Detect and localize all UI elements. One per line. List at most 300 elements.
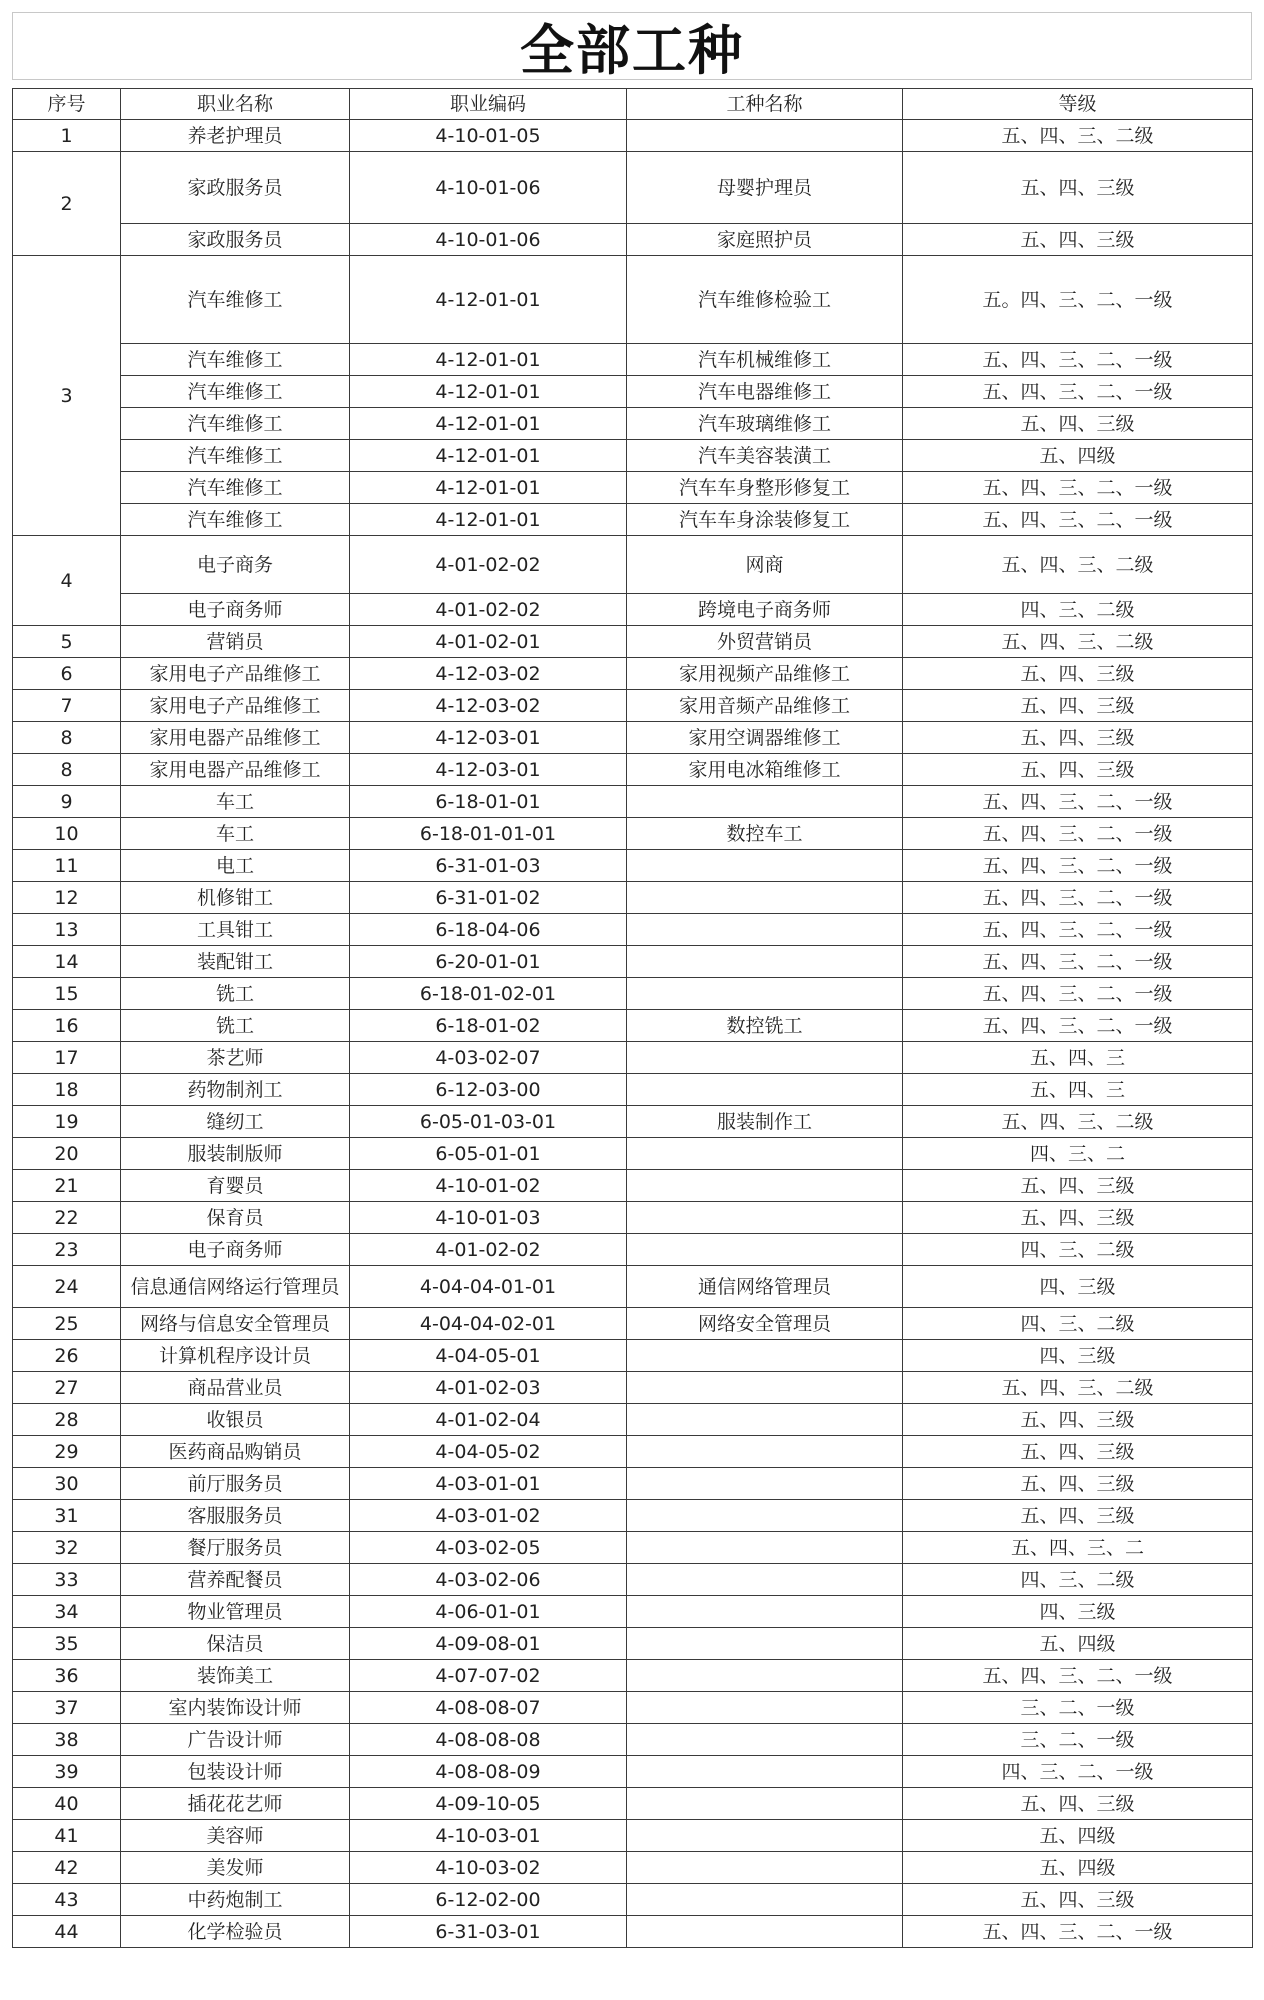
occupation-cell: 汽车维修工 — [121, 504, 350, 536]
level-cell: 四、三、二级 — [903, 1564, 1253, 1596]
occupation-cell: 家用电器产品维修工 — [121, 754, 350, 786]
level-cell: 五、四、三、二、一级 — [903, 818, 1253, 850]
code-cell: 4-12-01-01 — [350, 408, 627, 440]
work-type-cell: 母婴护理员 — [627, 152, 903, 224]
level-cell: 四、三级 — [903, 1266, 1253, 1308]
occupation-cell: 客服服务员 — [121, 1500, 350, 1532]
work-type-cell — [627, 1234, 903, 1266]
code-cell: 6-05-01-03-01 — [350, 1106, 627, 1138]
code-cell: 6-18-01-01 — [350, 786, 627, 818]
code-cell: 4-08-08-08 — [350, 1724, 627, 1756]
table-row — [13, 1884, 1253, 1916]
occupation-cell: 车工 — [121, 786, 350, 818]
occupation-cell: 中药炮制工 — [121, 1884, 350, 1916]
level-cell: 三、二、一级 — [903, 1692, 1253, 1724]
occupation-cell: 家政服务员 — [121, 224, 350, 256]
code-cell: 4-10-01-06 — [350, 152, 627, 224]
table-row — [13, 1372, 1253, 1404]
table-row — [13, 1074, 1253, 1106]
occupation-cell: 家用电子产品维修工 — [121, 658, 350, 690]
occupation-cell: 插花花艺师 — [121, 1788, 350, 1820]
column-header: 序号 — [13, 89, 121, 120]
table-row — [13, 1596, 1253, 1628]
work-type-cell: 汽车维修检验工 — [627, 256, 903, 344]
level-cell: 五、四、三、二级 — [903, 536, 1253, 594]
work-type-cell: 汽车电器维修工 — [627, 376, 903, 408]
work-type-cell — [627, 1138, 903, 1170]
work-type-cell — [627, 1468, 903, 1500]
table-row — [13, 1138, 1253, 1170]
row-number-cell: 37 — [13, 1692, 121, 1724]
row-number-cell: 21 — [13, 1170, 121, 1202]
row-number-cell: 29 — [13, 1436, 121, 1468]
table-row — [13, 1266, 1253, 1308]
work-type-cell — [627, 1170, 903, 1202]
table-row — [13, 1724, 1253, 1756]
row-number-cell: 1 — [13, 120, 121, 152]
table-row — [13, 1916, 1253, 1948]
table-row — [13, 850, 1253, 882]
table-row — [13, 818, 1253, 850]
code-cell: 4-03-01-02 — [350, 1500, 627, 1532]
level-cell: 五、四、三 — [903, 1042, 1253, 1074]
level-cell: 五、四、三级 — [903, 1202, 1253, 1234]
occupation-cell: 美容师 — [121, 1820, 350, 1852]
row-number-cell: 24 — [13, 1266, 121, 1308]
level-cell: 三、二、一级 — [903, 1724, 1253, 1756]
code-cell: 4-10-01-02 — [350, 1170, 627, 1202]
table-row — [13, 256, 1253, 344]
row-number-cell: 20 — [13, 1138, 121, 1170]
level-cell: 五、四、三、二、一级 — [903, 786, 1253, 818]
table-row — [13, 1692, 1253, 1724]
table-row — [13, 440, 1253, 472]
table-row — [13, 536, 1253, 594]
level-cell: 五、四、三级 — [903, 1170, 1253, 1202]
level-cell: 五、四、三、二、一级 — [903, 978, 1253, 1010]
occupation-cell: 电子商务师 — [121, 594, 350, 626]
table-row — [13, 594, 1253, 626]
code-cell: 4-08-08-09 — [350, 1756, 627, 1788]
work-type-cell — [627, 946, 903, 978]
row-number-cell: 32 — [13, 1532, 121, 1564]
work-type-cell — [627, 1042, 903, 1074]
table-row — [13, 786, 1253, 818]
table-row — [13, 1820, 1253, 1852]
code-cell: 4-10-03-02 — [350, 1852, 627, 1884]
table-row — [13, 1468, 1253, 1500]
row-number-cell: 2 — [13, 152, 121, 256]
code-cell: 4-03-02-05 — [350, 1532, 627, 1564]
work-type-cell — [627, 1628, 903, 1660]
table-row — [13, 1564, 1253, 1596]
row-number-cell: 42 — [13, 1852, 121, 1884]
occupation-cell: 商品营业员 — [121, 1372, 350, 1404]
table-row — [13, 658, 1253, 690]
code-cell: 4-08-08-07 — [350, 1692, 627, 1724]
level-cell: 五、四、三 — [903, 1074, 1253, 1106]
table-row — [13, 1404, 1253, 1436]
code-cell: 4-07-07-02 — [350, 1660, 627, 1692]
work-type-cell: 汽车机械维修工 — [627, 344, 903, 376]
table-row — [13, 1308, 1253, 1340]
level-cell: 四、三、二、一级 — [903, 1756, 1253, 1788]
occupation-cell: 包装设计师 — [121, 1756, 350, 1788]
code-cell: 6-05-01-01 — [350, 1138, 627, 1170]
work-type-cell — [627, 1372, 903, 1404]
level-cell: 五、四、三级 — [903, 658, 1253, 690]
level-cell: 五、四、三、二、一级 — [903, 504, 1253, 536]
work-type-cell — [627, 1074, 903, 1106]
table-row — [13, 1628, 1253, 1660]
code-cell: 4-09-08-01 — [350, 1628, 627, 1660]
level-cell: 五、四级 — [903, 440, 1253, 472]
occupation-cell: 家用电子产品维修工 — [121, 690, 350, 722]
level-cell: 五、四、三级 — [903, 1436, 1253, 1468]
code-cell: 4-01-02-01 — [350, 626, 627, 658]
code-cell: 4-04-05-01 — [350, 1340, 627, 1372]
occupation-cell: 营养配餐员 — [121, 1564, 350, 1596]
row-number-cell: 41 — [13, 1820, 121, 1852]
occupation-cell: 育婴员 — [121, 1170, 350, 1202]
level-cell: 五、四、三级 — [903, 1884, 1253, 1916]
occupation-cell: 茶艺师 — [121, 1042, 350, 1074]
table-row — [13, 754, 1253, 786]
work-type-cell: 家庭照护员 — [627, 224, 903, 256]
occupation-cell: 装饰美工 — [121, 1660, 350, 1692]
row-number-cell: 9 — [13, 786, 121, 818]
occupation-cell: 铣工 — [121, 1010, 350, 1042]
table-row — [13, 376, 1253, 408]
row-number-cell: 25 — [13, 1308, 121, 1340]
work-type-cell: 通信网络管理员 — [627, 1266, 903, 1308]
occupation-cell: 车工 — [121, 818, 350, 850]
row-number-cell: 23 — [13, 1234, 121, 1266]
page-title: 全部工种 — [12, 12, 1252, 80]
table-row — [13, 1042, 1253, 1074]
work-type-cell: 外贸营销员 — [627, 626, 903, 658]
row-number-cell: 16 — [13, 1010, 121, 1042]
level-cell: 五、四、三级 — [903, 690, 1253, 722]
occupation-cell: 计算机程序设计员 — [121, 1340, 350, 1372]
occupation-cell: 汽车维修工 — [121, 408, 350, 440]
work-type-cell: 家用电冰箱维修工 — [627, 754, 903, 786]
work-type-cell — [627, 1820, 903, 1852]
table-row — [13, 344, 1253, 376]
table-row — [13, 1106, 1253, 1138]
code-cell: 4-12-01-01 — [350, 504, 627, 536]
occupation-table — [12, 88, 1253, 1948]
table-row — [13, 1756, 1253, 1788]
code-cell: 4-03-02-06 — [350, 1564, 627, 1596]
work-type-cell: 跨境电子商务师 — [627, 594, 903, 626]
occupation-cell: 装配钳工 — [121, 946, 350, 978]
table-row — [13, 1170, 1253, 1202]
occupation-cell: 室内装饰设计师 — [121, 1692, 350, 1724]
occupation-cell: 前厅服务员 — [121, 1468, 350, 1500]
row-number-cell: 28 — [13, 1404, 121, 1436]
work-type-cell — [627, 786, 903, 818]
work-type-cell — [627, 978, 903, 1010]
level-cell: 五、四级 — [903, 1628, 1253, 1660]
row-number-cell: 34 — [13, 1596, 121, 1628]
level-cell: 五、四级 — [903, 1852, 1253, 1884]
level-cell: 五、四、三级 — [903, 1788, 1253, 1820]
work-type-cell — [627, 1692, 903, 1724]
code-cell: 4-12-03-01 — [350, 722, 627, 754]
work-type-cell: 家用音频产品维修工 — [627, 690, 903, 722]
level-cell: 五、四、三、二、一级 — [903, 1916, 1253, 1948]
row-number-cell: 6 — [13, 658, 121, 690]
work-type-cell — [627, 1596, 903, 1628]
code-cell: 4-10-01-06 — [350, 224, 627, 256]
occupation-cell: 美发师 — [121, 1852, 350, 1884]
occupation-cell: 电工 — [121, 850, 350, 882]
row-number-cell: 22 — [13, 1202, 121, 1234]
code-cell: 4-12-01-01 — [350, 440, 627, 472]
occupation-cell: 机修钳工 — [121, 882, 350, 914]
table-row — [13, 882, 1253, 914]
table-row — [13, 626, 1253, 658]
table-row — [13, 914, 1253, 946]
column-header: 职业编码 — [350, 89, 627, 120]
work-type-cell: 数控车工 — [627, 818, 903, 850]
code-cell: 4-04-05-02 — [350, 1436, 627, 1468]
work-type-cell: 数控铣工 — [627, 1010, 903, 1042]
work-type-cell — [627, 850, 903, 882]
code-cell: 4-10-01-05 — [350, 120, 627, 152]
table-row — [13, 1532, 1253, 1564]
occupation-cell: 电子商务 — [121, 536, 350, 594]
row-number-cell: 43 — [13, 1884, 121, 1916]
occupation-cell: 餐厅服务员 — [121, 1532, 350, 1564]
work-type-cell: 家用空调器维修工 — [627, 722, 903, 754]
occupation-cell: 收银员 — [121, 1404, 350, 1436]
occupation-cell: 化学检验员 — [121, 1916, 350, 1948]
level-cell: 五、四、三、二级 — [903, 120, 1253, 152]
table-row — [13, 1852, 1253, 1884]
occupation-cell: 汽车维修工 — [121, 376, 350, 408]
table-row — [13, 690, 1253, 722]
code-cell: 6-18-01-02 — [350, 1010, 627, 1042]
level-cell: 五、四、三、二、一级 — [903, 850, 1253, 882]
table-row — [13, 224, 1253, 256]
code-cell: 6-12-03-00 — [350, 1074, 627, 1106]
work-type-cell: 网商 — [627, 536, 903, 594]
occupation-cell: 广告设计师 — [121, 1724, 350, 1756]
code-cell: 4-01-02-02 — [350, 594, 627, 626]
row-number-cell: 14 — [13, 946, 121, 978]
code-cell: 6-31-01-03 — [350, 850, 627, 882]
table-row — [13, 120, 1253, 152]
table-row — [13, 472, 1253, 504]
work-type-cell — [627, 1884, 903, 1916]
work-type-cell: 汽车美容装潢工 — [627, 440, 903, 472]
table-row — [13, 978, 1253, 1010]
work-type-cell — [627, 914, 903, 946]
occupation-cell: 信息通信网络运行管理员 — [121, 1266, 350, 1308]
code-cell: 4-04-04-02-01 — [350, 1308, 627, 1340]
level-cell: 五、四、三、二、一级 — [903, 376, 1253, 408]
table-row — [13, 946, 1253, 978]
work-type-cell — [627, 1788, 903, 1820]
occupation-cell: 网络与信息安全管理员 — [121, 1308, 350, 1340]
row-number-cell: 15 — [13, 978, 121, 1010]
work-type-cell — [627, 1660, 903, 1692]
code-cell: 4-10-03-01 — [350, 1820, 627, 1852]
table-body — [13, 120, 1253, 1948]
level-cell: 五、四、三级 — [903, 722, 1253, 754]
occupation-cell: 工具钳工 — [121, 914, 350, 946]
code-cell: 6-18-04-06 — [350, 914, 627, 946]
work-type-cell — [627, 882, 903, 914]
code-cell: 4-03-01-01 — [350, 1468, 627, 1500]
occupation-cell: 医药商品购销员 — [121, 1436, 350, 1468]
occupation-cell: 汽车维修工 — [121, 344, 350, 376]
row-number-cell: 3 — [13, 256, 121, 536]
level-cell: 五、四、三、二、一级 — [903, 472, 1253, 504]
work-type-cell — [627, 1202, 903, 1234]
row-number-cell: 11 — [13, 850, 121, 882]
code-cell: 4-12-03-01 — [350, 754, 627, 786]
occupation-cell: 保育员 — [121, 1202, 350, 1234]
code-cell: 6-18-01-02-01 — [350, 978, 627, 1010]
code-cell: 4-09-10-05 — [350, 1788, 627, 1820]
row-number-cell: 18 — [13, 1074, 121, 1106]
code-cell: 4-10-01-03 — [350, 1202, 627, 1234]
work-type-cell — [627, 1852, 903, 1884]
level-cell: 五、四、三、二、一级 — [903, 344, 1253, 376]
row-number-cell: 8 — [13, 754, 121, 786]
row-number-cell: 33 — [13, 1564, 121, 1596]
row-number-cell: 19 — [13, 1106, 121, 1138]
work-type-cell — [627, 1532, 903, 1564]
work-type-cell: 汽车玻璃维修工 — [627, 408, 903, 440]
row-number-cell: 13 — [13, 914, 121, 946]
row-number-cell: 7 — [13, 690, 121, 722]
row-number-cell: 12 — [13, 882, 121, 914]
code-cell: 4-12-01-01 — [350, 256, 627, 344]
work-type-cell: 汽车车身整形修复工 — [627, 472, 903, 504]
row-number-cell: 36 — [13, 1660, 121, 1692]
row-number-cell: 39 — [13, 1756, 121, 1788]
occupation-cell: 营销员 — [121, 626, 350, 658]
table-row — [13, 1202, 1253, 1234]
occupation-cell: 缝纫工 — [121, 1106, 350, 1138]
table-row — [13, 1010, 1253, 1042]
code-cell: 4-03-02-07 — [350, 1042, 627, 1074]
occupation-cell: 家政服务员 — [121, 152, 350, 224]
table-row — [13, 1436, 1253, 1468]
occupation-cell: 保洁员 — [121, 1628, 350, 1660]
level-cell: 五、四、三、二级 — [903, 1372, 1253, 1404]
occupation-cell: 汽车维修工 — [121, 256, 350, 344]
level-cell: 五、四、三、二、一级 — [903, 1010, 1253, 1042]
row-number-cell: 26 — [13, 1340, 121, 1372]
occupation-cell: 铣工 — [121, 978, 350, 1010]
occupation-cell: 汽车维修工 — [121, 472, 350, 504]
code-cell: 4-12-01-01 — [350, 376, 627, 408]
code-cell: 6-18-01-01-01 — [350, 818, 627, 850]
level-cell: 五、四、三级 — [903, 1500, 1253, 1532]
row-number-cell: 31 — [13, 1500, 121, 1532]
work-type-cell — [627, 1404, 903, 1436]
level-cell: 五、四、三、二、一级 — [903, 1660, 1253, 1692]
code-cell: 4-04-04-01-01 — [350, 1266, 627, 1308]
level-cell: 五、四、三级 — [903, 152, 1253, 224]
column-header: 工种名称 — [627, 89, 903, 120]
row-number-cell: 10 — [13, 818, 121, 850]
code-cell: 4-01-02-02 — [350, 536, 627, 594]
occupation-cell: 服装制版师 — [121, 1138, 350, 1170]
level-cell: 四、三、二级 — [903, 594, 1253, 626]
table-row — [13, 1340, 1253, 1372]
table-row — [13, 1500, 1253, 1532]
occupation-cell: 药物制剂工 — [121, 1074, 350, 1106]
work-type-cell: 网络安全管理员 — [627, 1308, 903, 1340]
occupation-cell: 家用电器产品维修工 — [121, 722, 350, 754]
level-cell: 五、四、三、二、一级 — [903, 882, 1253, 914]
code-cell: 4-12-01-01 — [350, 472, 627, 504]
sheet — [12, 12, 1252, 1988]
code-cell: 4-06-01-01 — [350, 1596, 627, 1628]
code-cell: 4-01-02-03 — [350, 1372, 627, 1404]
level-cell: 五、四、三、二 — [903, 1532, 1253, 1564]
level-cell: 五、四、三级 — [903, 224, 1253, 256]
occupation-cell: 电子商务师 — [121, 1234, 350, 1266]
header-row — [13, 89, 1253, 120]
work-type-cell — [627, 1756, 903, 1788]
level-cell: 五。四、三、二、一级 — [903, 256, 1253, 344]
code-cell: 4-01-02-04 — [350, 1404, 627, 1436]
row-number-cell: 44 — [13, 1916, 121, 1948]
table-row — [13, 408, 1253, 440]
table-row — [13, 152, 1253, 224]
table-row — [13, 504, 1253, 536]
level-cell: 五、四、三、二、一级 — [903, 946, 1253, 978]
row-number-cell: 17 — [13, 1042, 121, 1074]
code-cell: 6-12-02-00 — [350, 1884, 627, 1916]
level-cell: 四、三、二级 — [903, 1308, 1253, 1340]
work-type-cell — [627, 1724, 903, 1756]
row-number-cell: 27 — [13, 1372, 121, 1404]
level-cell: 五、四、三级 — [903, 408, 1253, 440]
level-cell: 四、三级 — [903, 1596, 1253, 1628]
table-row — [13, 1660, 1253, 1692]
level-cell: 五、四、三、二级 — [903, 626, 1253, 658]
code-cell: 6-31-01-02 — [350, 882, 627, 914]
work-type-cell — [627, 120, 903, 152]
row-number-cell: 8 — [13, 722, 121, 754]
occupation-cell: 养老护理员 — [121, 120, 350, 152]
level-cell: 五、四、三、二级 — [903, 1106, 1253, 1138]
row-number-cell: 38 — [13, 1724, 121, 1756]
row-number-cell: 35 — [13, 1628, 121, 1660]
table-row — [13, 1234, 1253, 1266]
table-row — [13, 1788, 1253, 1820]
column-header: 等级 — [903, 89, 1253, 120]
column-header: 职业名称 — [121, 89, 350, 120]
row-number-cell: 30 — [13, 1468, 121, 1500]
occupation-cell: 汽车维修工 — [121, 440, 350, 472]
work-type-cell — [627, 1436, 903, 1468]
level-cell: 四、三、二 — [903, 1138, 1253, 1170]
row-number-cell: 4 — [13, 536, 121, 626]
row-number-cell: 40 — [13, 1788, 121, 1820]
work-type-cell: 汽车车身涂装修复工 — [627, 504, 903, 536]
work-type-cell — [627, 1916, 903, 1948]
occupation-cell: 物业管理员 — [121, 1596, 350, 1628]
